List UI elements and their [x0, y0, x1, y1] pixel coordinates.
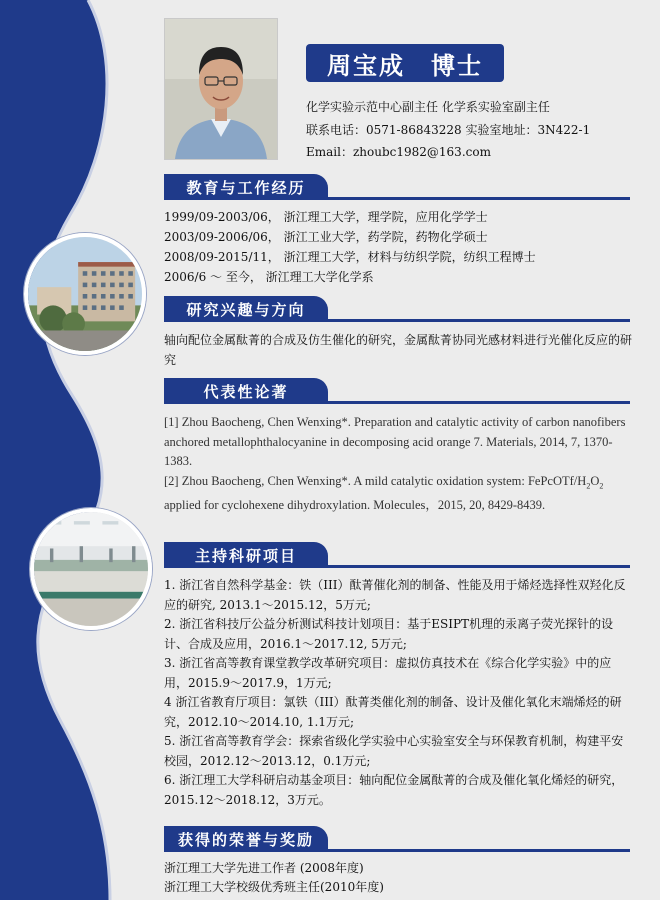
project-item: 4 浙江省教育厅项目：氯铁（III）酞菁类催化剂的制备、设计及催化氧化末端烯烃的研究，2012.10～2014.10, 1.1万元;: [164, 695, 622, 729]
section-title: 研究兴趣与方向: [164, 296, 328, 322]
education-list: [164, 207, 632, 287]
honor-row: 浙江理工大学校级优秀班主任(2010年度): [164, 880, 384, 894]
subscript: 2: [599, 481, 604, 490]
project-item: 2. 浙江省科技厅公益分析测试科技计划项目：基于ESIPT机理的汞离子荧光探针的设计、合成及应用，2016.1～2017.12, 5万元;: [164, 617, 614, 651]
education-row: 1999/09-2003/06， 浙江理工大学，理学院，应用化学学士: [164, 210, 488, 224]
section-title: 教育与工作经历: [164, 174, 328, 200]
paper-text: [2] Zhou Baocheng, Chen Wenxing*. A mild catalytic oxidation system: FePcOTf/H: [164, 473, 587, 488]
education-row: 2008/09-2015/11， 浙江理工大学，材料与纺织学院，纺织工程博士: [164, 250, 536, 264]
name-title: 周宝成 博士: [306, 44, 504, 82]
campus-building-photo: [24, 233, 146, 355]
section-title: 代表性论著: [164, 378, 328, 404]
email-line: Email：zhoubc1982@163.com: [306, 145, 491, 159]
paper-item: [164, 472, 632, 516]
papers-list: [164, 413, 632, 515]
contact-line: 联系电话：0571-86843228 实验室地址：3N422-1: [306, 123, 591, 137]
section-header-papers: [164, 382, 630, 404]
portrait-photo: [164, 18, 278, 160]
section-header-research: [164, 300, 630, 322]
laboratory-photo: [30, 508, 152, 630]
paper-text: O: [590, 473, 600, 488]
honors-list: [164, 859, 632, 897]
subscript: 2: [586, 481, 591, 490]
project-item: 3. 浙江省高等教育课堂教学改革研究项目：虚拟仿真技术在《综合化学实验》中的应用，2015.9～2017.9，1万元;: [164, 656, 612, 690]
section-title: 主持科研项目: [164, 542, 328, 568]
education-row: 2003/09-2006/06， 浙江工业大学，药学院，药物化学硕士: [164, 230, 488, 244]
section-header-projects: [164, 546, 630, 568]
project-item: 5. 浙江省高等教育学会：探索省级化学实验中心实验室安全与环保教育机制，构建平安校园，2012.12～2013.12，0.1万元;: [164, 734, 624, 768]
project-item: 6. 浙江理工大学科研启动基金项目：轴向配位金属酞菁的合成及催化氧化烯烃的研究，2015.12～2018.12，3万元。: [164, 773, 624, 807]
project-item: 1. 浙江省自然科学基金：铁（III）酞菁催化剂的制备、性能及用于烯烃选择性双羟化反应的研究, 2013.1～2015.12，5万元;: [164, 578, 626, 612]
section-header-honors: [164, 830, 630, 852]
research-text: [164, 330, 632, 370]
projects-list: [164, 576, 632, 810]
section-header-education: [164, 178, 630, 200]
research-paragraph: 轴向配位金属酞菁的合成及仿生催化的研究，金属酞菁协同光感材料进行光催化反应的研究: [164, 333, 633, 367]
section-title: 获得的荣誉与奖励: [164, 826, 328, 852]
paper-text: applied for cyclohexene dihydroxylation. Molecules，2015, 20, 8429-8439.: [164, 497, 546, 512]
honor-row: 浙江理工大学先进工作者 (2008年度): [164, 861, 364, 875]
education-row: 2006/6 ～ 至今， 浙江理工大学化学系: [164, 270, 374, 284]
paper-item: [1] Zhou Baocheng, Chen Wenxing*. Preparation and catalytic activity of carbon nanofibers anchored metallophthalocyanine in decomposing acid orange 7. Materials, 2014, 7, 1370-1383.: [164, 415, 626, 468]
position-line: 化学实验示范中心副主任 化学系实验室副主任: [306, 100, 550, 114]
